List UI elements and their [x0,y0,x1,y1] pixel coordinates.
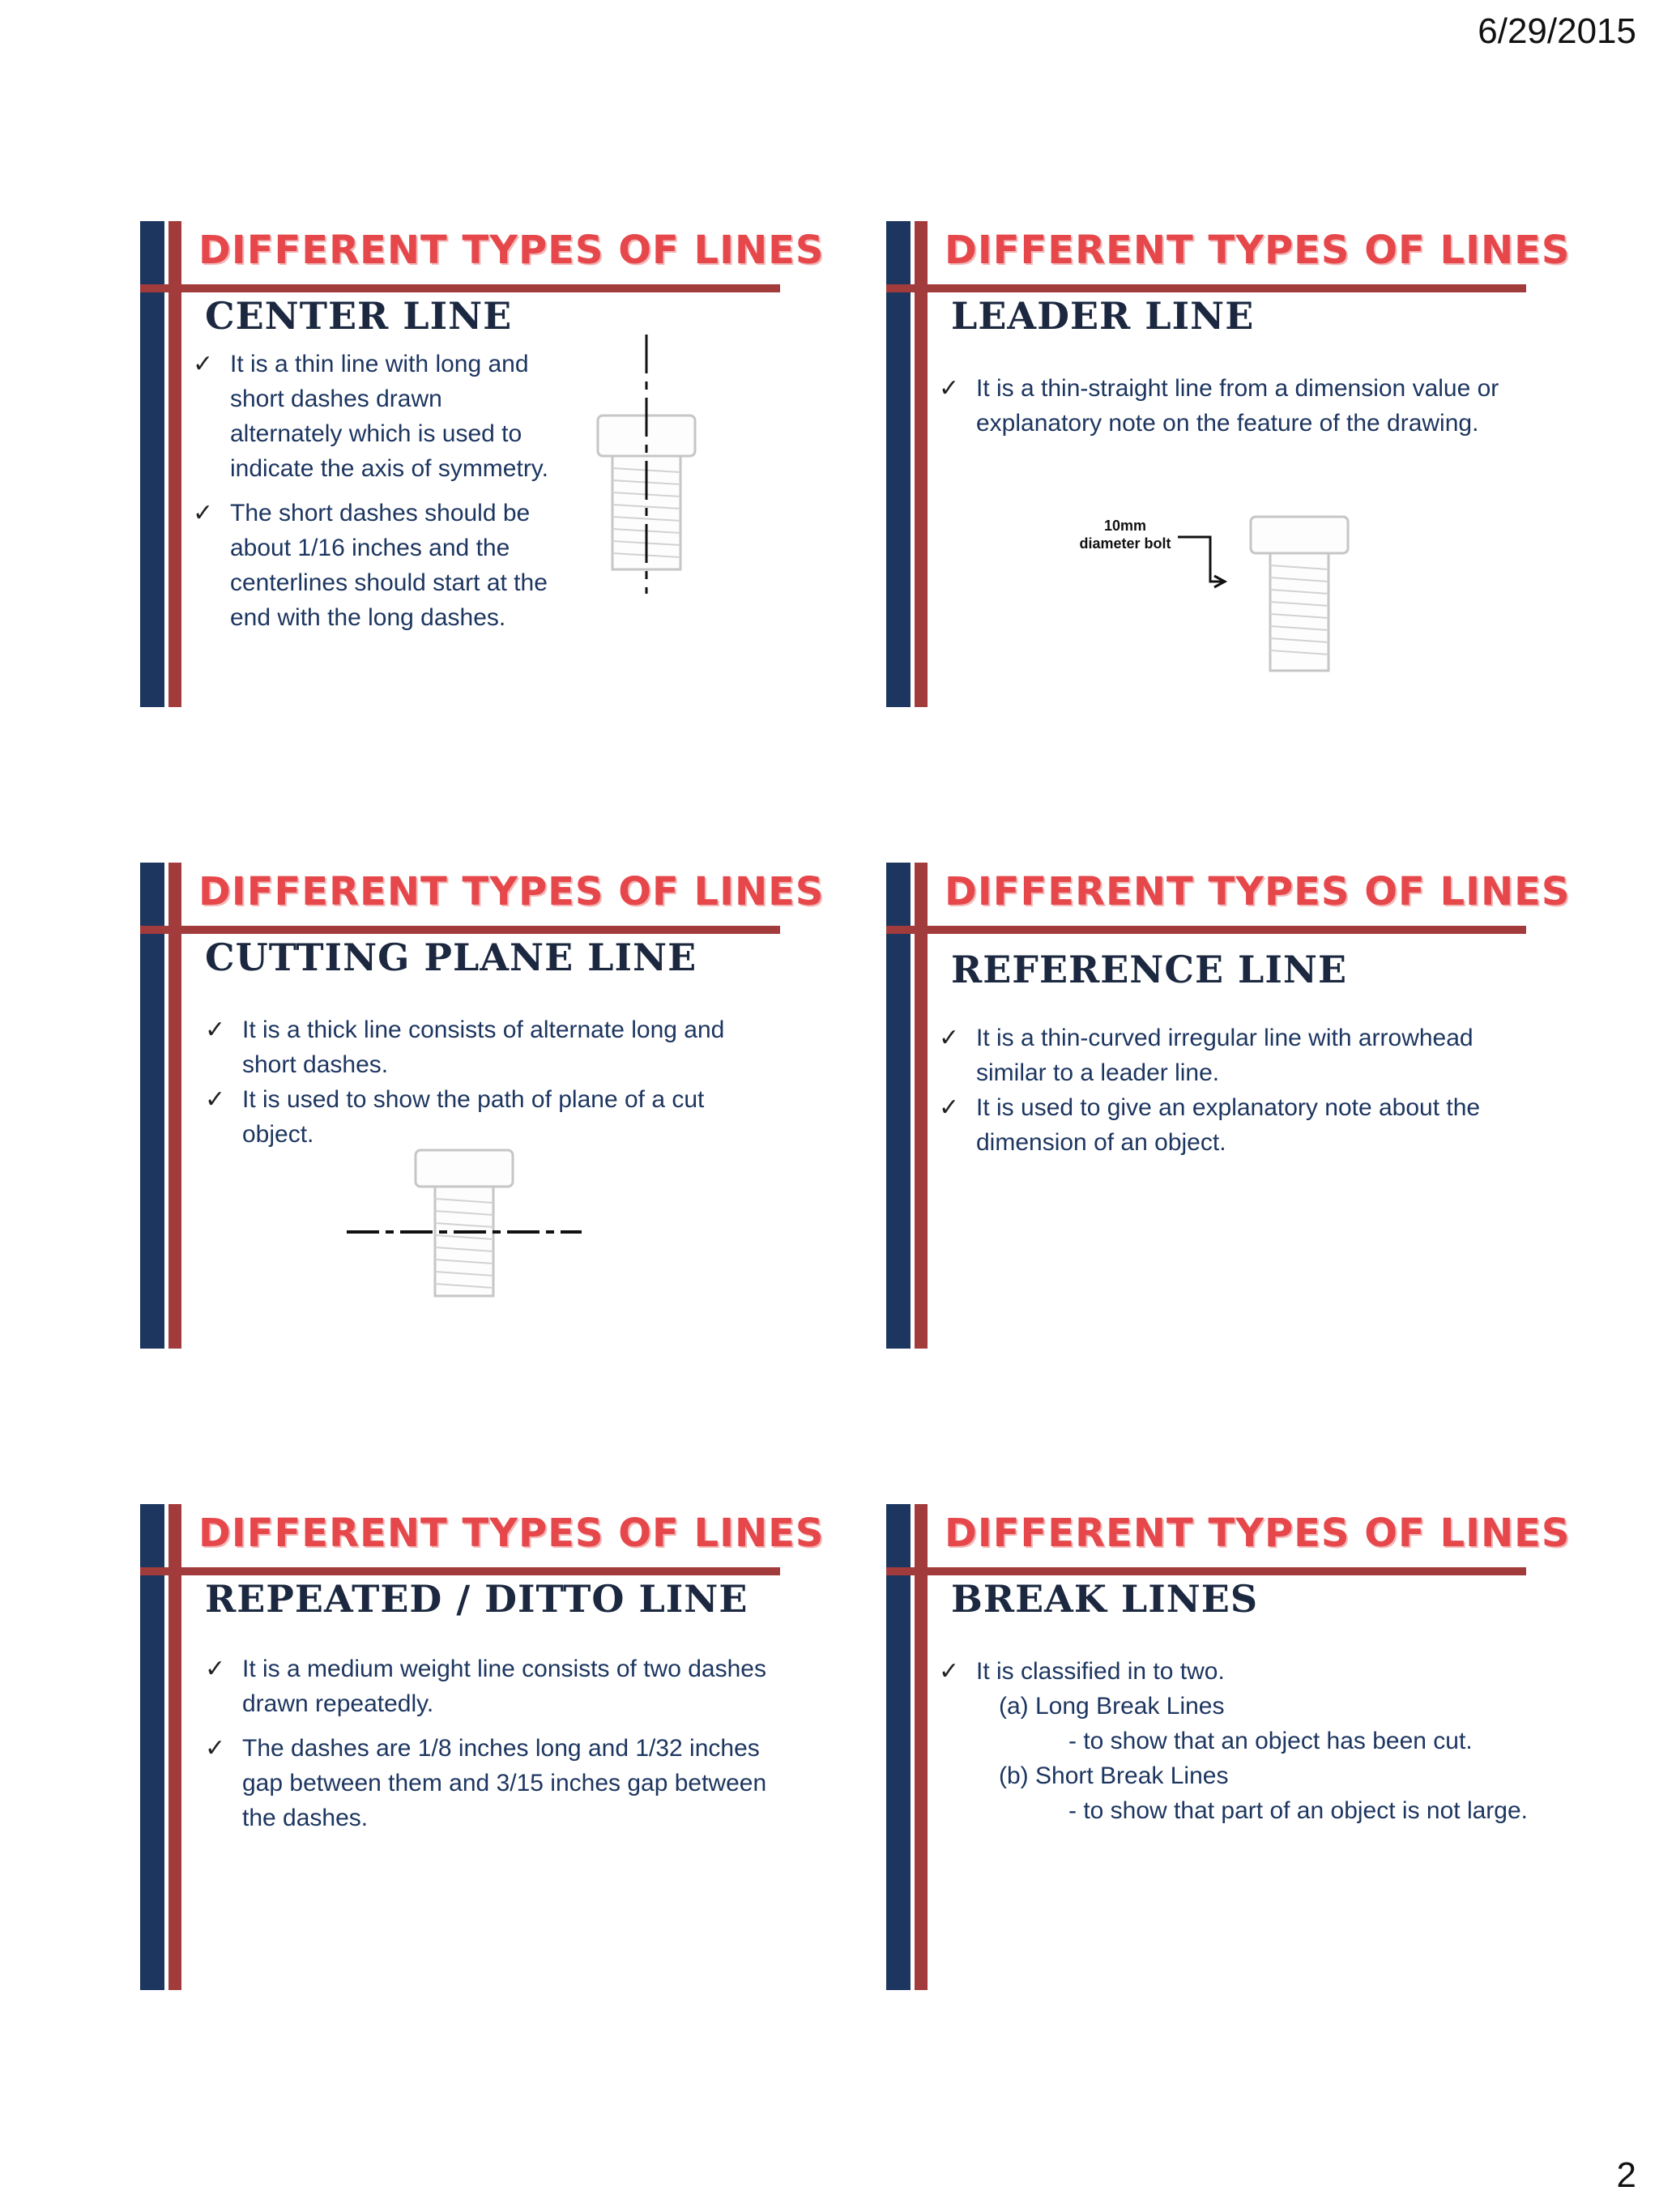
slide-title-rule [140,926,780,934]
slide-center-line [140,221,837,707]
slide-title: DIFFERENT TYPES OF LINES [945,1511,1571,1556]
bullet-list [205,1012,772,1161]
slide-title: DIFFERENT TYPES OF LINES [198,228,825,273]
slide-title: DIFFERENT TYPES OF LINES [198,869,825,914]
slide-title-rule [886,284,1526,292]
leader-label-line2: diameter bolt [1079,535,1171,552]
check-icon: ✓ [939,1658,960,1685]
bullet-item: ✓ It is used to show the path of plane of a cut object. [205,1082,772,1152]
sub-item-heading: (a) Long Break Lines [999,1693,1225,1720]
slide-subtitle: LEADER LINE [951,294,1255,338]
slide-repeated-ditto-line [140,1504,837,1990]
slide-break-lines [886,1504,1583,1990]
slide-title-rule [140,1567,780,1575]
slide-bar-blue [140,1504,164,1990]
bullet-list [193,347,557,645]
check-icon: ✓ [939,1094,960,1121]
leader-label-line1: 10mm [1103,518,1147,534]
slide-leader-line [886,221,1583,707]
slide-bar-blue [886,863,911,1349]
slide-subtitle: REFERENCE LINE [951,948,1348,991]
slide-reference-line [886,863,1583,1349]
slide-title: DIFFERENT TYPES OF LINES [198,1511,825,1556]
header-date: 6/29/2015 [1478,11,1636,51]
slide-bar-red [915,1504,928,1990]
bullet-item: ✓ The dashes are 1/8 inches long and 1/32 inches gap between them and 3/15 inches gap between the dashes. [205,1731,780,1835]
slide-bar-blue [140,863,164,1349]
slide-title: DIFFERENT TYPES OF LINES [945,228,1571,273]
sub-item-heading: (b) Short Break Lines [999,1762,1229,1789]
bullet-item: ✓ It is classified in to two. [939,1654,1538,1689]
slide-title: DIFFERENT TYPES OF LINES [945,869,1571,914]
check-icon: ✓ [939,375,960,402]
check-icon: ✓ [205,1086,226,1113]
slide-subtitle: REPEATED / DITTO LINE [205,1577,748,1621]
slide-bar-red [915,863,928,1349]
slide-bar-blue [886,221,911,707]
bolt-cutting-plane-illustration [347,1146,582,1308]
check-icon: ✓ [193,500,214,526]
slide-bar-red [168,221,181,707]
bullet-item: ✓ It is used to give an explanatory note about the dimension of an object. [939,1090,1530,1160]
slide-subtitle: BREAK LINES [951,1577,1259,1621]
sub-item-description: - to show that an object has been cut. [1068,1728,1473,1754]
bullet-list [939,1021,1530,1170]
bullet-list [939,371,1530,450]
slide-title-rule [886,926,1526,934]
bullet-item: ✓ It is a thin-straight line from a dimension value or explanatory note on the feature of the drawing. [939,371,1530,441]
slide-bar-blue [140,221,164,707]
leader-arrow-illustration [1178,517,1235,590]
slide-bar-blue [886,1504,911,1990]
bullet-item: ✓ It is a thick line consists of alternate long and short dashes. [205,1012,772,1082]
slide-title-rule [886,1567,1526,1575]
check-icon: ✓ [205,1016,226,1043]
bullet-item: ✓ The short dashes should be about 1/16 inches and the centerlines should start at the end with the long dashes. [193,496,557,635]
check-icon: ✓ [205,1735,226,1762]
slide-bar-red [168,1504,181,1990]
bullet-list [205,1652,780,1845]
sub-item-description: - to show that part of an object is not large. [1068,1797,1528,1824]
slide-bar-red [168,863,181,1349]
slide-subtitle: CUTTING PLANE LINE [205,936,697,979]
bolt-centerline-illustration [590,335,752,602]
bullet-list [939,1654,1538,1828]
bullet-item: ✓ It is a thin-curved irregular line with arrowhead similar to a leader line. [939,1021,1530,1090]
slide-subtitle: CENTER LINE [205,294,513,338]
slide-bar-red [915,221,928,707]
slide-title-rule [140,284,780,292]
bolt-illustration [1251,517,1356,679]
check-icon: ✓ [193,351,214,377]
check-icon: ✓ [205,1656,226,1682]
slide-cutting-plane-line [140,863,837,1349]
page-number: 2 [1616,2155,1636,2195]
check-icon: ✓ [939,1025,960,1051]
bullet-item: ✓ It is a medium weight line consists of two dashes drawn repeatedly. [205,1652,780,1721]
bullet-item: ✓ It is a thin line with long and short dashes drawn alternately which is used to indicate the axis of symmetry. [193,347,557,486]
